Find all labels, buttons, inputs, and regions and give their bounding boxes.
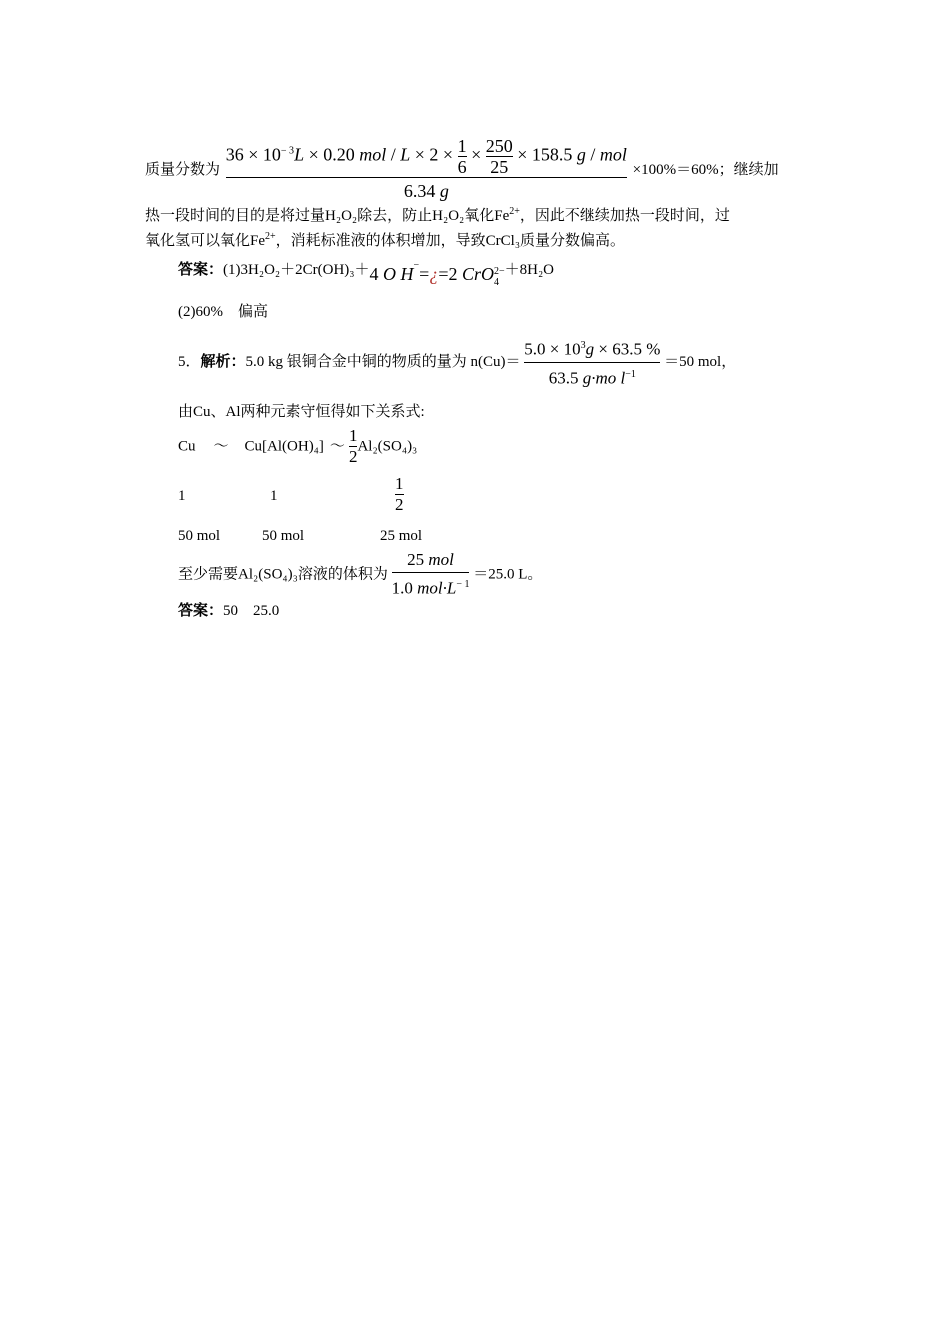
q5-relation [178, 426, 417, 467]
den-unit: g·mo l [582, 368, 626, 388]
q5-row1-a [178, 486, 186, 506]
half-num: 1 [395, 474, 404, 493]
num-part: / [585, 144, 600, 165]
cell: 50 mol [262, 528, 305, 544]
q4-answer2-line [178, 302, 268, 322]
superscript: 2+ [265, 231, 276, 242]
half-den: 2 [395, 495, 404, 514]
one-sixth-fraction [458, 136, 467, 177]
num-part: × 2 × [410, 144, 458, 165]
cell: 1 [270, 488, 278, 504]
q5-row1-c [395, 474, 404, 515]
text: ＋8H₂O [504, 262, 555, 278]
den-unit: mol·L [417, 578, 457, 598]
small-den: 25 [490, 157, 509, 177]
cell: 50 mol [178, 528, 221, 544]
q4-mass-fraction [226, 136, 627, 204]
text: = [419, 264, 430, 284]
num-part: × [466, 144, 486, 165]
num-exp: 3 [580, 340, 586, 351]
fraction-numerator [524, 334, 660, 363]
q5-answer-line [178, 601, 279, 621]
relation-cu: Cu [178, 438, 196, 455]
glitch-char: ¿ [429, 264, 439, 284]
den-unit: g [439, 181, 449, 201]
num-part: × 158.5 [512, 144, 577, 165]
cell: 25 mol [380, 528, 423, 544]
q5-line2 [178, 402, 425, 422]
num-unit: mol [359, 144, 387, 165]
q4-fraction-numerator [226, 136, 627, 178]
analysis-label: 解析： [200, 354, 246, 371]
text: ，因此不继续加热一段时间，过 [519, 208, 730, 224]
text: 由Cu、Al两种元素守恒得如下关系式: [178, 404, 425, 420]
superscript: − [413, 260, 420, 271]
q5-row1-b [270, 486, 278, 506]
text: O H [383, 264, 414, 284]
num-value: × 63.5 % [594, 339, 661, 359]
text: 4 [369, 264, 384, 284]
q5-row2-a [178, 526, 220, 546]
relation-sulfate: Al₂(SO₄)₃ [357, 438, 418, 455]
num-unit: mol [599, 144, 627, 165]
num-unit: g [576, 144, 586, 165]
text: 氧化氢可以氧化Fe [145, 233, 266, 249]
cell: 1 [178, 488, 186, 504]
q4-line1-prefix: 质量分数为 [145, 162, 221, 178]
num-value: 25 [407, 550, 429, 569]
den-value: 63.5 [548, 368, 583, 388]
cro-indices [494, 266, 505, 288]
q5-line1 [178, 334, 736, 390]
num-part: × 0.20 [304, 144, 360, 165]
half-num: 1 [348, 426, 358, 445]
text: =2 [438, 264, 462, 284]
den-value: 6.34 [403, 181, 440, 201]
q4-line3 [145, 227, 625, 251]
fraction-numerator [392, 548, 470, 573]
den-exp: − 1 [456, 579, 470, 590]
q5-row2-c [380, 526, 422, 546]
q4-line2 [145, 202, 730, 226]
num-exp: − 3 [280, 145, 295, 157]
half-fraction [395, 474, 404, 515]
small-den: 6 [457, 157, 467, 177]
question-number: 5． [178, 354, 201, 371]
small-num: 250 [485, 136, 513, 156]
num-part: 36 × 10 [225, 144, 281, 165]
ratio-fraction [486, 136, 513, 177]
relation-tilde: ～ [213, 438, 229, 455]
num-unit: L [294, 144, 305, 165]
q5-moles-fraction [524, 334, 660, 390]
q4-fraction-denominator [226, 178, 627, 204]
relation-complex: Cu[Al(OH)₄] [244, 438, 324, 455]
num-value: 5.0 × 10 [524, 339, 581, 359]
fraction-denominator [392, 573, 470, 601]
num-unit: L [400, 144, 411, 165]
answer-label: 答案： [178, 262, 224, 278]
num-unit: g [585, 339, 595, 359]
text: ，消耗标准液的体积增加，导致CrCl₃质量分数偏高。 [275, 233, 626, 249]
q4-line1 [145, 136, 779, 204]
half-den: 2 [348, 447, 358, 466]
text: 5.0 kg 银铜合金中铜的物质的量为 n(Cu)＝ [245, 354, 521, 371]
text: CrO [461, 264, 494, 284]
text: (1)3H₂O₂＋2Cr(OH)₃＋ [223, 262, 370, 278]
q5-volume-line [178, 548, 542, 601]
q4-line1-suffix: ×100%＝60%；继续加 [632, 162, 779, 178]
q5-row2-b [262, 526, 304, 546]
text: 至少需要Al₂(SO₄)₃溶液的体积为 [178, 566, 388, 583]
subscript: 4 [493, 276, 499, 288]
num-part: / [386, 144, 401, 165]
text: ＝50 mol， [664, 354, 737, 371]
answer-value: 50 25.0 [223, 603, 280, 619]
text: 热一段时间的目的是将过量H₂O₂除去，防止H₂O₂氧化Fe [145, 208, 510, 224]
den-value: 1.0 [391, 578, 418, 598]
volume-fraction [392, 548, 470, 601]
relation-tilde: ～ [329, 438, 345, 455]
q4-answer-line [178, 256, 555, 288]
small-num: 1 [457, 136, 467, 156]
num-unit: mol [428, 550, 454, 569]
den-exp: −1 [625, 368, 636, 380]
text: ＝25.0 L。 [473, 566, 543, 583]
superscript: 2− [493, 265, 505, 277]
superscript: 2+ [509, 206, 520, 217]
answer-label: 答案： [178, 603, 224, 619]
text: (2)60% 偏高 [178, 304, 268, 320]
fraction-denominator [524, 363, 660, 391]
